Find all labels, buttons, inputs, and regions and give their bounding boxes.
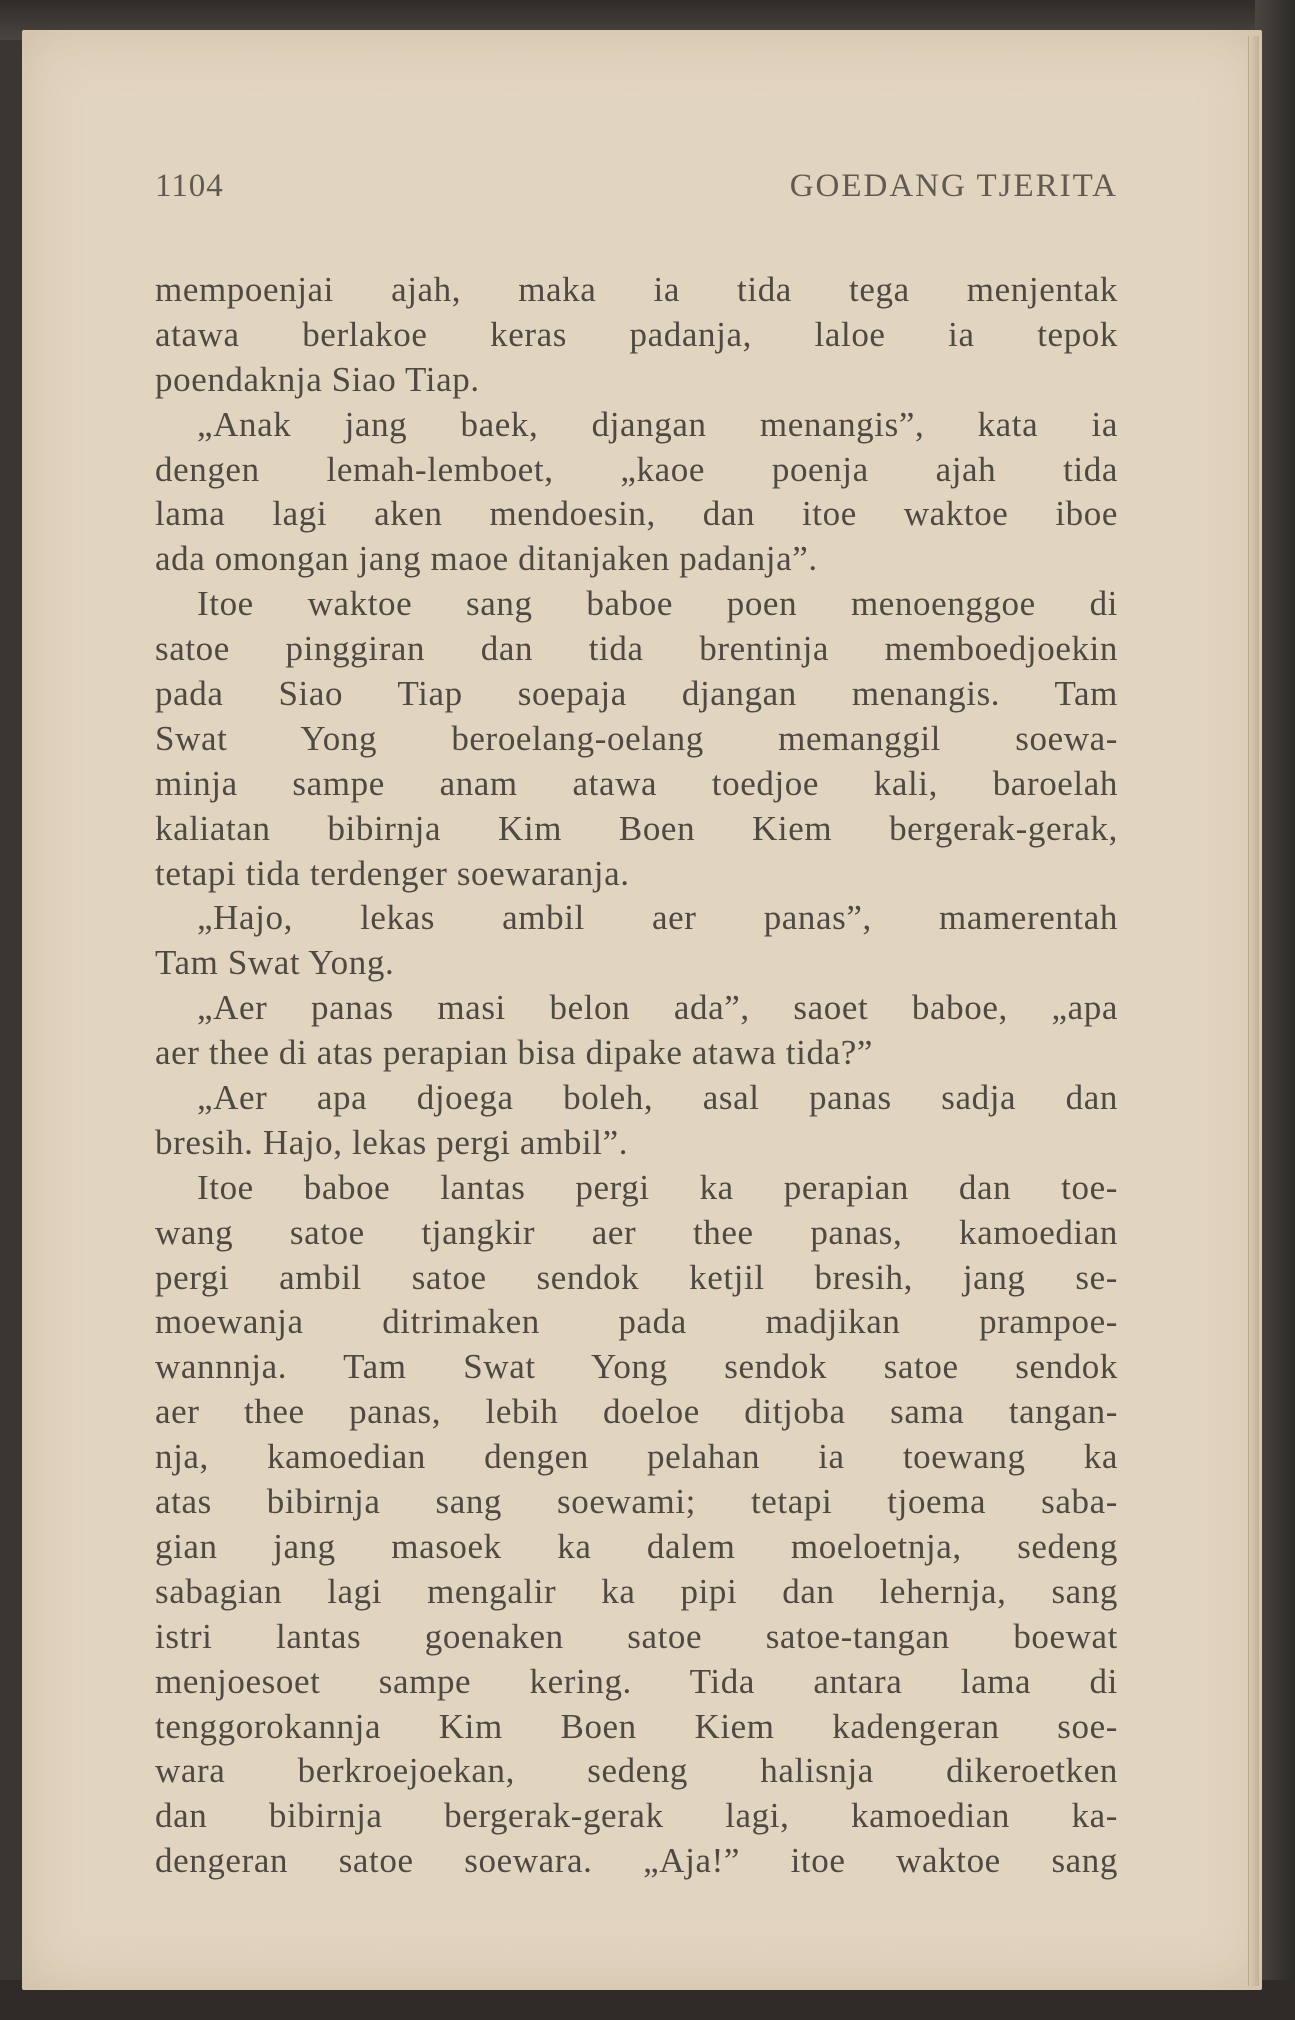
running-title: GOEDANG TJERITA: [789, 168, 1118, 204]
text-line: dan bibirnja bergerak-gerak lagi, kamoedian ka-: [155, 1796, 1118, 1836]
text-line: lama lagi aken mendoesin, dan itoe waktoe iboe: [155, 494, 1118, 534]
text-line: mempoenjai ajah, maka ia tida tega menjentak: [155, 270, 1118, 309]
text-line: „Aer apa djoega boleh, asal panas sadja dan: [197, 1078, 1118, 1118]
text-line: „Aer panas masi belon ada”, saoet baboe, „apa: [197, 988, 1118, 1028]
text-line: istri lantas goenaken satoe satoe-tangan boewat: [155, 1616, 1118, 1656]
text-line: tetapi tida terdenger soewaranja.: [155, 853, 630, 893]
text-line: Swat Yong beroelang-oelang memanggil soewa-: [155, 718, 1118, 758]
text-line: bresih. Hajo, lekas pergi ambil”.: [155, 1122, 629, 1162]
text-line: menjoesoet sampe kering. Tida antara lama di: [155, 1661, 1118, 1701]
text-line: aer thee panas, lebih doeloe ditjoba sama tangan-: [155, 1392, 1118, 1432]
text-line: „Anak jang baek, djangan menangis”, kata ia: [197, 404, 1118, 444]
text-line: dengeran satoe soewara. „Aja!” itoe waktoe sang: [155, 1841, 1118, 1881]
text-line: tenggorokannja Kim Boen Kiem kadengeran soe-: [155, 1706, 1118, 1746]
page-number: 1104: [155, 168, 224, 204]
text-line: ada omongan jang maoe ditanjaken padanja”.: [155, 539, 818, 579]
body-text: [155, 268, 1118, 1884]
text-line: wang satoe tjangkir aer thee panas, kamoedian: [155, 1212, 1118, 1252]
text-line: aer thee di atas perapian bisa dipake atawa tida?”: [155, 1033, 873, 1073]
text-line: kaliatan bibirnja Kim Boen Kiem bergerak-gerak,: [155, 808, 1118, 848]
text-line: satoe pinggiran dan tida brentinja memboedjoekin: [155, 629, 1118, 669]
text-line: wannnja. Tam Swat Yong sendok satoe sendok: [155, 1347, 1118, 1387]
text-line: dengen lemah-lemboet, „kaoe poenja ajah tida: [155, 449, 1118, 489]
text-line: poendaknja Siao Tiap.: [155, 359, 480, 399]
page-edge: [1248, 36, 1259, 1986]
text-line: pergi ambil satoe sendok ketjil bresih, jang se-: [155, 1257, 1118, 1297]
text-line: Tam Swat Yong.: [155, 943, 395, 983]
text-line: minja sampe anam atawa toedjoe kali, baroelah: [155, 763, 1118, 803]
text-line: nja, kamoedian dengen pelahan ia toewang ka: [155, 1437, 1118, 1477]
text-line: Itoe baboe lantas pergi ka perapian dan toe-: [197, 1167, 1118, 1207]
page-header: [155, 168, 1118, 208]
text-line: Itoe waktoe sang baboe poen menoenggoe di: [197, 584, 1118, 624]
text-line: „Hajo, lekas ambil aer panas”, mamerentah: [197, 898, 1118, 938]
text-line: gian jang masoek ka dalem moeloetnja, sedeng: [155, 1526, 1118, 1566]
text-line: moewanja ditrimaken pada madjikan prampoe-: [155, 1302, 1118, 1342]
text-line: atas bibirnja sang soewami; tetapi tjoema saba-: [155, 1482, 1118, 1522]
text-line: atawa berlakoe keras padanja, laloe ia tepok: [155, 314, 1118, 354]
text-line: wara berkroejoekan, sedeng halisnja dikeroetken: [155, 1751, 1118, 1791]
text-line: pada Siao Tiap soepaja djangan menangis. Tam: [155, 674, 1118, 714]
text-line: sabagian lagi mengalir ka pipi dan lehernja, sang: [155, 1571, 1118, 1611]
